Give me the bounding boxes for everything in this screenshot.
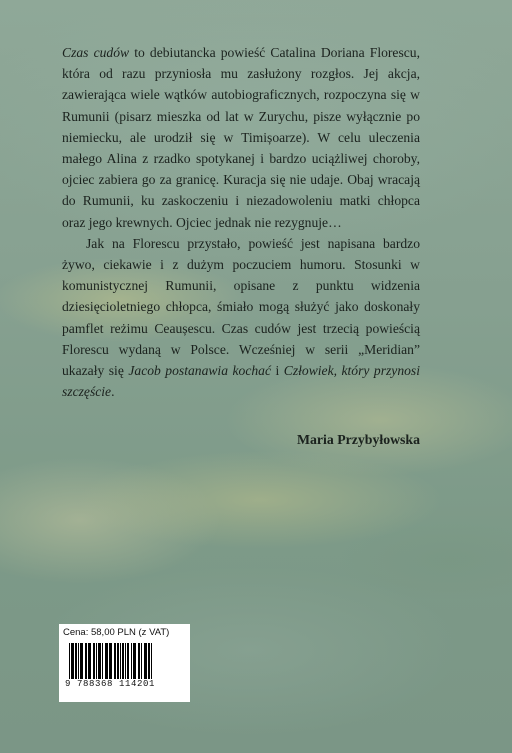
price-label: Cena: 58,00 PLN (z VAT) <box>63 627 170 638</box>
price-barcode-box <box>59 624 190 702</box>
isbn-barcode <box>65 643 185 691</box>
blurb-text <box>62 42 420 402</box>
barcode-bar <box>127 643 129 681</box>
barcode-bar <box>80 643 83 681</box>
barcode-bar <box>114 643 116 681</box>
barcode-bar <box>102 643 103 681</box>
barcode-bar <box>141 643 142 681</box>
barcode-bar <box>88 643 91 681</box>
paragraph-1-text: to debiutancka powieść Catalina Doriana Florescu, która od razu przyniosła mu zasłużony rozgłos. Jej akcja, zawierająca wiele wątków autobiograficznych, rozpoczyna się w Rumunii (pisarz mieszka od lat w Zurychu, pisze wyłącznie po niemiecku, ale urodził się w Timișoarze). W celu uleczenia małego Alina z rzadko spotykanej i bardzo uciążliwej choroby, ojciec zabiera go za granicę. Kuracja się nie udaje. Obaj wracają do Rumunii, ku zaskoczeniu i niezadowoleniu matki chłopca oraz jego krewnych. Ojciec jednak nie rezygnuje… <box>62 45 420 230</box>
barcode-bar <box>105 643 108 681</box>
barcode-bar <box>117 643 119 681</box>
barcode-bar <box>131 643 132 681</box>
barcode-bar <box>120 643 121 681</box>
barcode-bar <box>148 643 150 681</box>
barcode-bar <box>133 643 136 681</box>
barcode-bar <box>138 643 140 681</box>
barcode-bar <box>69 643 70 681</box>
isbn-digits: 9 788368 114201 <box>65 679 188 689</box>
paragraph-2-text: Jak na Florescu przystało, powieść jest napisana bardzo żywo, ciekawie i z dużym poczuciem humoru. Stosunki w komunistycznej Rumunii, opisane z punktu widzenia dziesięcioletniego chłopca, śmiało mogą służyć jako doskonały pamflet reżimu Ceaușescu. Czas cudów jest trzecią powieścią Florescu wydaną w Polsce. Wcześniej w serii „Meridian” ukazały się <box>62 235 420 379</box>
barcode-bar <box>98 643 101 681</box>
barcode-bar <box>96 643 97 681</box>
barcode-bar <box>78 643 79 681</box>
blurb-paragraph-1 <box>62 42 420 233</box>
barcode-bar <box>122 643 124 681</box>
barcode-bar <box>75 643 77 681</box>
related-title-1: Jacob postanawia kochać <box>128 363 271 379</box>
paragraph-2-end: . <box>111 384 115 400</box>
barcode-bar <box>151 643 152 681</box>
barcode-bar <box>71 643 74 681</box>
blurb-author: Maria Przybyłowska <box>296 432 420 447</box>
barcode-bar <box>125 643 126 681</box>
book-title: Czas cudów <box>62 45 130 60</box>
related-title-2: Człowiek, który przynosi szczęście <box>62 363 420 400</box>
blurb-paragraph-2 <box>62 233 420 403</box>
barcode-icon <box>65 643 187 683</box>
barcode-bar <box>109 643 112 681</box>
conjunction-text: i <box>271 363 284 379</box>
barcode-bar <box>144 643 147 681</box>
barcode-bar <box>93 643 95 681</box>
barcode-bar <box>85 643 87 681</box>
